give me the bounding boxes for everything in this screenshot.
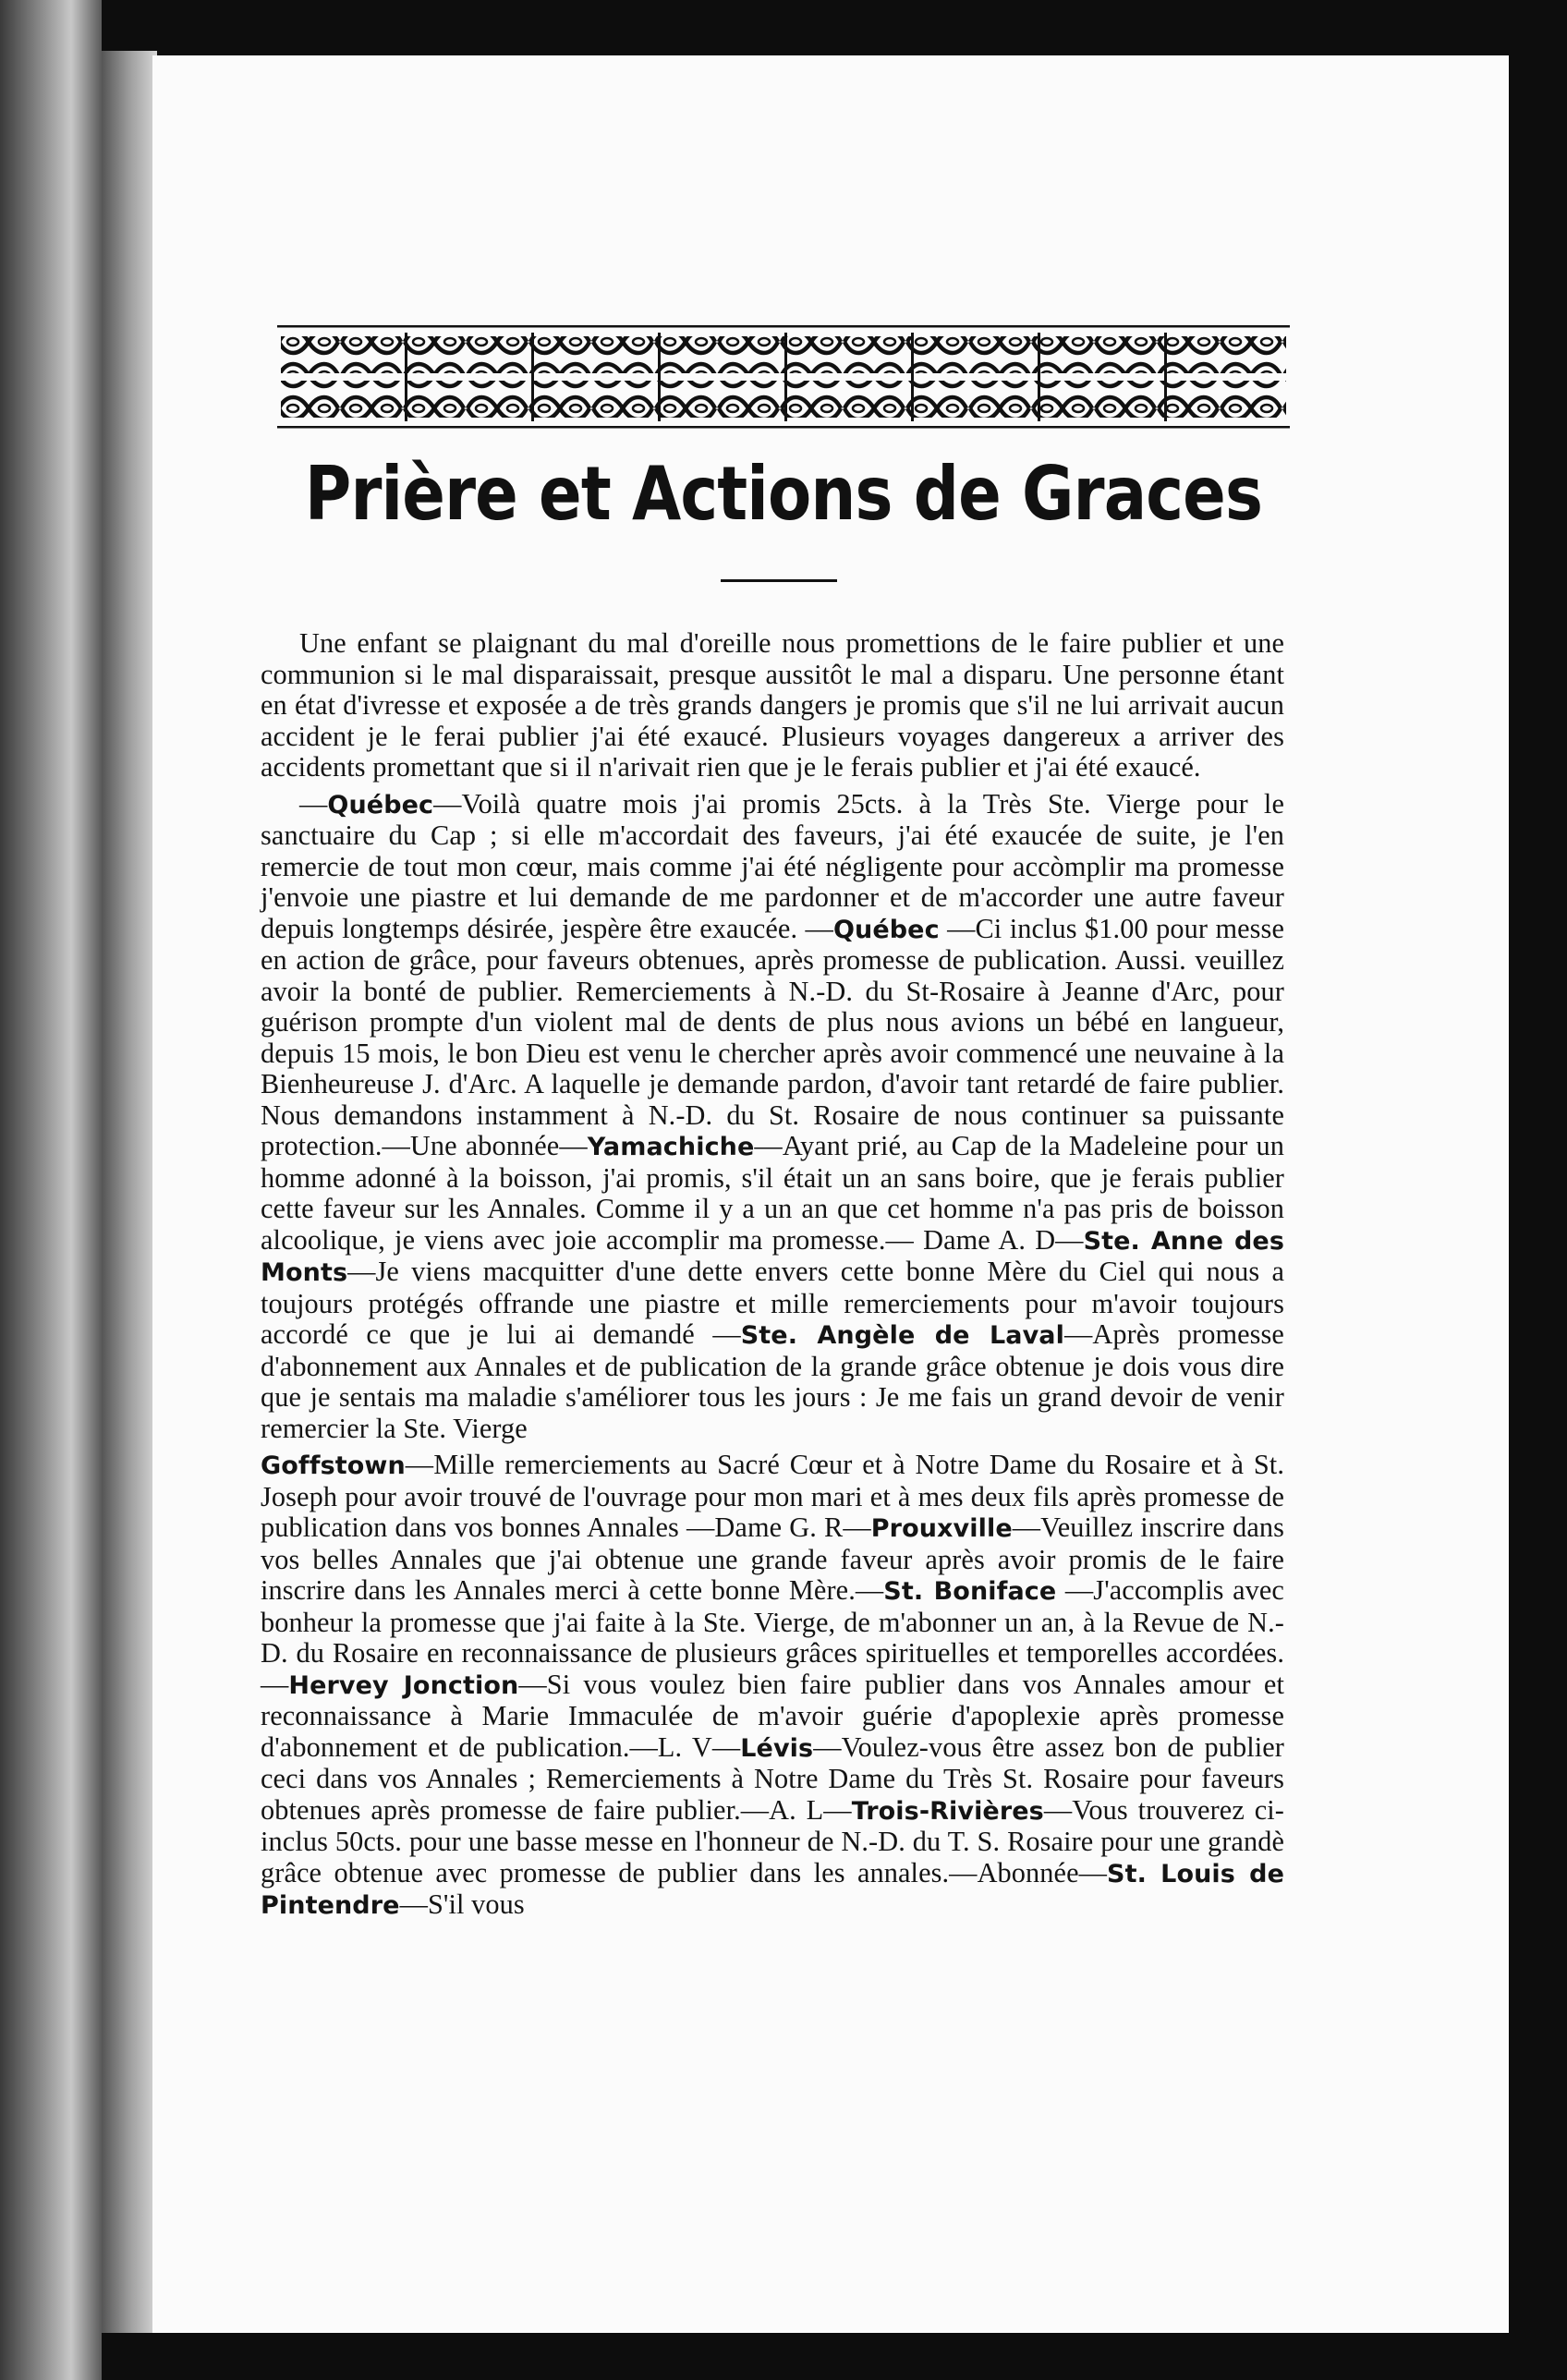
text-run: —Après promesse d'abonnement aux Annales et de publication de la grande grâce obtenue je dois vous dire que je sentais ma maladie s'améliorer tous les jours : Je me fais un grand devoir de venir remercier la Ste. Vierge xyxy=(261,1318,1284,1444)
place-name: St. Boniface xyxy=(883,1577,1057,1606)
text-run: — xyxy=(299,787,328,820)
paragraph xyxy=(261,789,1284,1445)
title-underline xyxy=(721,579,837,582)
text-run: —S'il vous xyxy=(399,1888,525,1920)
place-name: Goffstown xyxy=(261,1451,406,1480)
page-edge-shadow xyxy=(102,51,157,2333)
text-run: —Vous trouverez ci-inclus 50cts. pour une basse messe en l'honneur de N.-D. du T. S. Rosaire pour une grandè grâce obtenue avec promesse de publier dans les annales.—Abonnée— xyxy=(261,1793,1284,1888)
place-name: Québec xyxy=(832,915,940,944)
text-run: Une enfant se plaignant du mal d'oreille nous promettions de le faire publier et une communion si le mal disparaissait, presque aussitôt le mal a disparu. Une personne étant en état d'ivresse et exposée a de très grands dangers je promis que s'il ne lui arrivait aucun accident je le ferai publier j'ai été exaucé. Plusieurs voyages dangereux a arriver des accidents promettant que si il n'arivait rien que je le ferais publier et j'ai été exaucé. xyxy=(261,627,1284,783)
book-gutter xyxy=(0,0,102,2380)
page-title: Prière et Actions de Graces xyxy=(304,451,1263,537)
text-run: —Voulez-vous être assez bon de publier ceci dans vos Annales ; Remerciements à Notre Dame du Très St. Rosaire pour faveurs obtenues après promesse de faire publier.—A. L— xyxy=(261,1730,1284,1826)
place-name: Trois-Rivières xyxy=(851,1796,1044,1826)
place-name: Prouxville xyxy=(870,1514,1013,1543)
paragraph xyxy=(261,1450,1284,1922)
text-run: —Mille remerciements au Sacré Cœur et à Notre Dame du Rosaire et à St. Joseph pour avoir trouvé de l'ouvrage pour mon mari et à mes deux fils après promesse de publication dans vos bonnes Annales —Dame G. R— xyxy=(261,1449,1284,1543)
place-name: Ste. Anne des Monts xyxy=(261,1226,1284,1287)
text-run: —Si vous voulez bien faire publier dans vos Annales amour et reconnaissance à Marie Immaculée de m'avoir guérie d'apoplexie après promesse d'abonnement et de publication.—L. V— xyxy=(261,1668,1285,1763)
place-name: Lévis xyxy=(740,1733,814,1763)
text-run: —Ayant prié, au Cap de la Madeleine pour un homme adonné à la boisson, j'ai promis, s'il était un an sans boire, que je ferais publier cette faveur sur les Annales. Comme il y a un an que cet homme n'a pas pris de boisson alcoolique, je viens avec joie accomplir ma promesse.— Dame A. D— xyxy=(261,1130,1284,1256)
text-run: —Veuillez inscrire dans vos belles Annales que j'ai obtenue une grande faveur après avoir promis de le faire inscrire dans les Annales merci à cette bonne Mère.— xyxy=(261,1512,1285,1606)
text-run: —Ci inclus $1.00 pour messe en action de grâce, pour faveurs obtenues, après promesse de publication. Aussi. veuillez avoir la bonté de publier. Remerciements à N.-D. du St-Rosaire à Jeanne d'Arc, pour guérison prompte d'un violent mal de dents de plus nous avions un bébé en langueur, depuis 15 mois, le bon Dieu est venu le chercher après avoir commencé une neuvaine à la Bienheureuse J. d'Arc. A laquelle je demande pardon, d'avoir tant retardé de faire publier. Nous demandons instamment à N.-D. du St. Rosaire de nous continuer sa puissante protection.—Une abonnée— xyxy=(261,912,1284,1161)
decorative-header-band xyxy=(277,325,1290,429)
place-name: Hervey Jonction xyxy=(288,1670,519,1700)
text-run: —Je viens macquitter d'une dette envers cette bonne Mère du Ciel qui nous a toujours protégés offrande une piastre et mille remerciements pour m'avoir toujours accordé ce que je lui ai demandé — xyxy=(261,1256,1284,1350)
article-body xyxy=(261,628,1284,1927)
place-name: Yamachiche xyxy=(587,1133,755,1161)
place-name: Ste. Angèle de Laval xyxy=(740,1321,1064,1350)
place-name: Québec xyxy=(327,790,434,820)
text-run: —J'accomplis avec bonheur la promesse que j'ai faite à la Ste. Vierge, de m'abonner un an, à la Revue de N.-D. du Rosaire en reconnaissance de plusieurs grâces spirituelles et temporelles accordées.— xyxy=(261,1574,1284,1700)
text-run: —Voilà quatre mois j'ai promis 25cts. à la Très Ste. Vierge pour le sanctuaire du Cap ; si elle m'accordait des faveurs, j'ai été exaucée de suite, je l'en remercie de tout mon cœur, mais comme j'ai été négligente pour accòmplir ma promesse j'envoie une piastre et lui demande de me pardonner et de m'accorder une autre faveur depuis longtemps désirée, jespère être exaucée. — xyxy=(261,787,1284,944)
place-name: St. Louis de Pintendre xyxy=(261,1859,1284,1920)
paragraph xyxy=(261,628,1284,783)
